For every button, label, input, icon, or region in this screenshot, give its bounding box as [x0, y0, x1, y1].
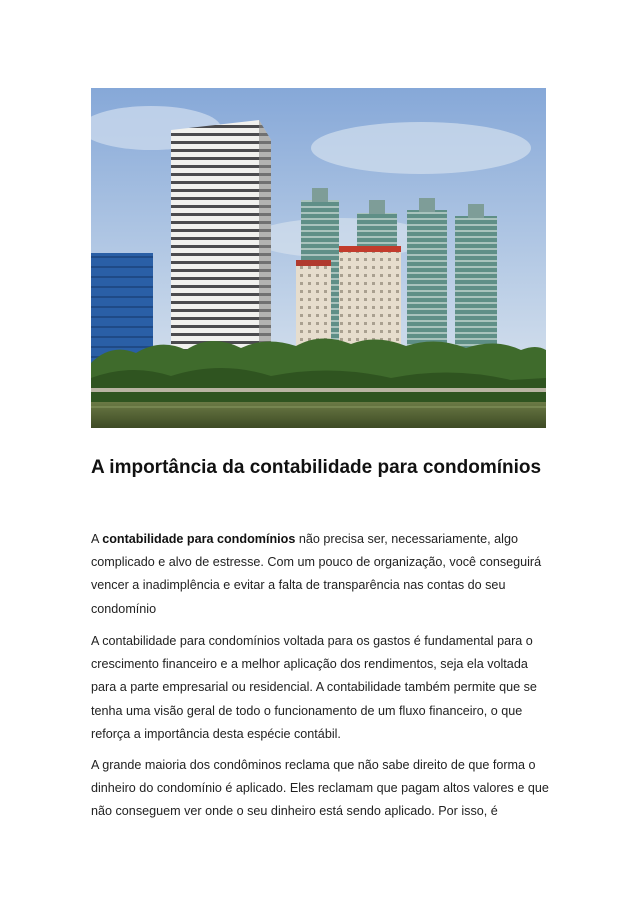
- cloud: [311, 122, 531, 174]
- paragraph-complaints: A grande maioria dos condôminos reclama que não sabe direito de que forma o dinheiro do condomínio é aplicado. Eles reclamam que pagam altos valores e que não conseguem ver onde o seu dinheiro está sendo aplicado. Por isso, é: [91, 758, 549, 819]
- article-cover-photo: [91, 88, 546, 428]
- paragraph-intro: [91, 528, 553, 621]
- paragraph-importance: A contabilidade para condomínios voltada para os gastos é fundamental para o crescimento financeiro e a melhor aplicação dos rendimentos, seja ela voltada para a parte empresarial ou residencial. A contabilidade também permite que se tenha uma visão geral de todo o funcionamento de um fluxo financeiro, o que reforça a importância desta espécie contábil.: [91, 634, 537, 741]
- paragraph-intro-lead: A: [91, 532, 103, 546]
- paragraph-intro-rest: não precisa ser, necessariamente, algo complicado e alvo de estresse. Com um pouco de organização, você conseguirá vencer a inadimplência e evitar a falta de transparência nas contas do seu condomínio: [91, 532, 542, 616]
- lake-water: [91, 402, 546, 428]
- article-title: A importância da contabilidade para condomínios: [91, 457, 542, 478]
- keyword-bold: contabilidade para condomínios: [102, 532, 296, 546]
- blue-office-building: [91, 253, 153, 363]
- promenade: [91, 388, 546, 392]
- striped-tower: [171, 120, 271, 358]
